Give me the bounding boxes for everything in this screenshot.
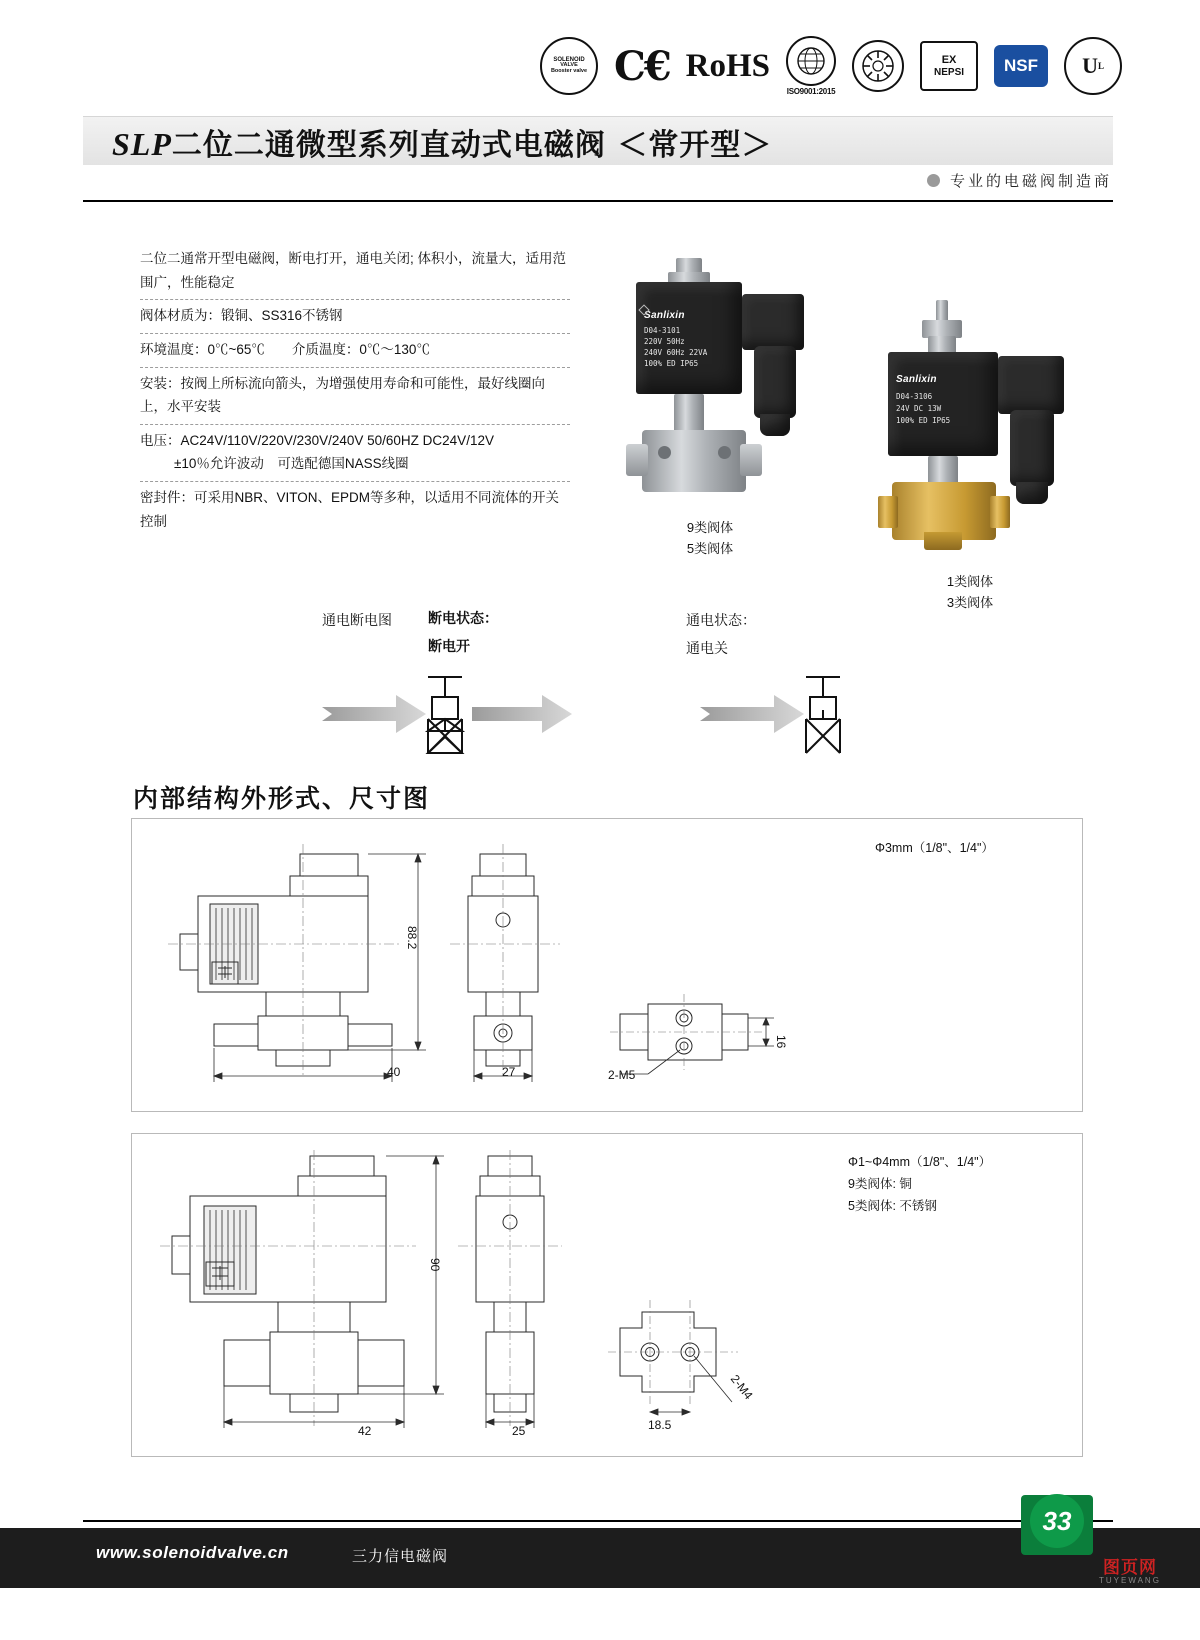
drawing-2-note-line2: 9类阀体: 铜 (848, 1176, 912, 1191)
nsf-mark-icon: NSF (994, 45, 1048, 87)
ul-mark-icon: U L (1064, 37, 1122, 95)
connector-right (998, 356, 1064, 414)
page-title-prefix: SLP (112, 126, 172, 162)
drawing-1-note: Φ3mm（1/8"、1/4"） (875, 841, 994, 855)
certification-strip (540, 30, 1200, 102)
symbol-chart-title: 通电断电图 (322, 612, 392, 628)
symbol-off-title: 断电状态： (428, 610, 498, 626)
photo-right-caption-line1: 1类阀体 (946, 574, 994, 589)
footer-divider (83, 1520, 1113, 1522)
watermark-sub: TUYEWANG (1099, 1576, 1161, 1585)
coil-label-left-3: 240V 60Hz 22VA (644, 348, 708, 357)
watermark: 图页网 (1103, 1558, 1157, 1577)
drawing-1-dim-top-h: 16 (774, 1035, 788, 1049)
iso9001-mark-icon: ISO9001:2015 (786, 36, 836, 96)
drawing-2-dim-width-front: 42 (358, 1424, 372, 1438)
page-title-suffix: ＜常开型＞ (617, 128, 773, 163)
drawing-2-note-line3: 5类阀体: 不锈钢 (848, 1198, 937, 1213)
drawing-2-dim-height: 90 (428, 1258, 442, 1272)
spec-item-voltage (140, 425, 570, 482)
footer-url[interactable]: www.solenoidvalve.cn (96, 1543, 289, 1562)
page-number: 33 (1030, 1494, 1084, 1548)
coil-label-left-4: 100% ED IP65 (644, 359, 699, 368)
photo-left-caption-line2: 5类阀体 (686, 540, 734, 556)
coil-label-right-2: 24V DC 13W (896, 404, 942, 413)
ce-mark-icon: C€ (614, 42, 670, 90)
drawing-2-note-line1: Φ1~Φ4mm（1/8"、1/4"） (848, 1155, 992, 1169)
spec-item: 密封件：可采用NBR、VITON、EPDM等多种，以适用不同流体的开关控制 (140, 490, 560, 529)
page-title-main: 二位二通微型系列直动式电磁阀 (171, 128, 606, 163)
drawing-2-dim-width-side: 25 (512, 1424, 526, 1438)
photo-right-caption-line2: 3类阀体 (946, 594, 994, 610)
drawing-2-dim-top-w: 18.5 (648, 1418, 672, 1432)
symbol-off-sub: 断电开 (428, 638, 470, 654)
ccc-mark-icon (852, 40, 904, 92)
photo-left-caption-line1: 9类阀体 (686, 520, 734, 535)
coil-label-left-1: D04-3101 (644, 326, 681, 335)
spec-item: 环境温度：0℃~65℃ 介质温度：0℃～130℃ (140, 334, 570, 368)
drawing-2-graphic (150, 1150, 890, 1440)
coil-body-right (888, 352, 998, 456)
bullet-icon (927, 174, 940, 187)
tagline-text: 专业的电磁阀制造商 (949, 173, 1112, 190)
drawing-1-graphic (150, 838, 890, 1100)
coil-label-right-1: D04-3106 (896, 392, 933, 401)
coil-label-left-2: 220V 50Hz (644, 337, 685, 346)
spec-item: 阀体材质为：锻铜、SS316不锈钢 (140, 300, 570, 334)
tagline (927, 170, 1112, 191)
photo-left-caption (620, 518, 800, 560)
photo-right-caption (880, 572, 1060, 614)
page-title (112, 120, 1112, 162)
spec-item: 二位二通常开型电磁阀，断电打开，通电关闭; 体积小，流量大，适用范围广，性能稳定 (140, 243, 570, 300)
solenoid-valve-seal-icon: SOLENOID VALVE Booster valve (540, 37, 598, 95)
ex-nepsi-mark-icon: EX NEPSI (920, 41, 978, 91)
drawing-1-dim-width-front: 40 (387, 1065, 401, 1079)
coil-label-right-3: 100% ED IP65 (896, 416, 951, 425)
product-photo-left (614, 258, 854, 518)
brand-label-right: Sanlixin (896, 374, 937, 385)
symbol-on-title: 通电状态： (686, 612, 756, 628)
rohs-mark-icon: RoHS (685, 47, 771, 84)
symbol-on-sub: 通电关 (686, 640, 728, 656)
spec-voltage-line1: 电压：AC24V/110V/220V/230V/240V 50/60HZ DC24V/12V (140, 432, 494, 448)
drawing-1-dim-height: 88.2 (405, 926, 419, 950)
valve-symbol-diagrams (300, 655, 1100, 760)
spec-list (140, 243, 570, 538)
drawing-1-dim-thread: 2-M5 (608, 1068, 636, 1082)
product-photo-right (872, 300, 1102, 575)
drawing-1-dim-width-side: 27 (502, 1065, 516, 1079)
connector-left (742, 294, 804, 350)
brand-label-left: Sanlixin (644, 310, 685, 321)
spec-item: 安装：按阀上所标流向箭头，为增强使用寿命和可能性，最好线圈向上，水平安装 (140, 368, 570, 425)
section-heading: 内部结构外形式、尺寸图 (133, 784, 431, 813)
coil-body-left (636, 282, 742, 394)
footer-company: 三力信电磁阀 (352, 1548, 449, 1565)
spec-voltage-line2: ±10％允许波动 可选配德国NASS线圈 (174, 456, 409, 472)
drawing-2-dim-thread: 2-M4 (727, 1371, 756, 1403)
